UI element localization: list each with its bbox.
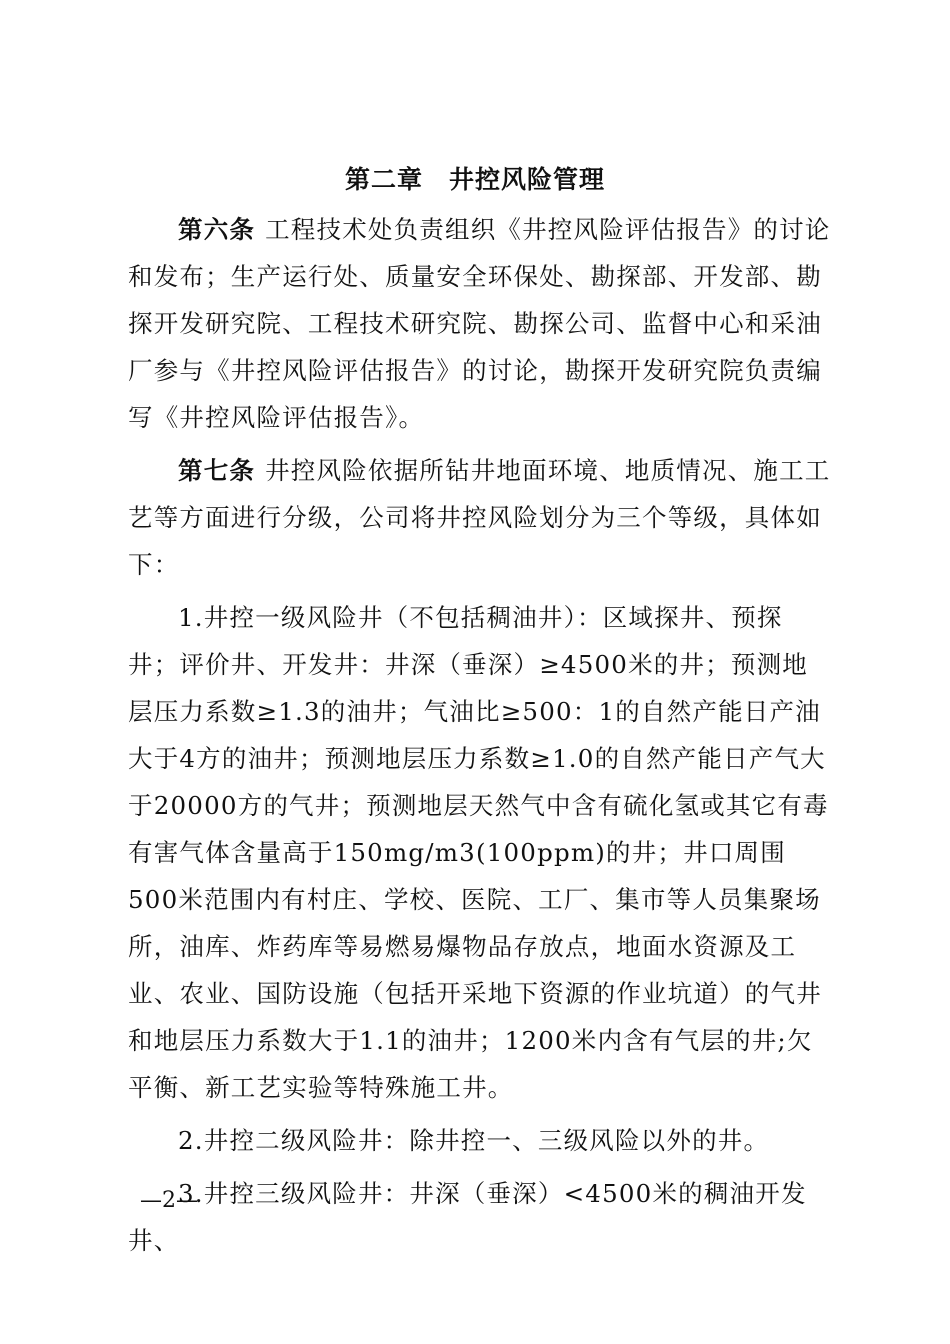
page-number: —2— — [140, 1188, 198, 1213]
article-six-text: 工程技术处负责组织《井控风险评估报告》的讨论和发布；生产运行处、质量安全环保处、勘探部、开发部、勘探开发研究院、工程技术研究院、勘探公司、监督中心和采油厂参与《井控风险评估报告》的讨论，勘探开发研究院负责编写《井控风险评估报告》。 — [128, 215, 831, 432]
item-one: 1.井控一级风险井（不包括稠油井）：区域探井、预探井；评价井、开发井：井深（垂深）≥4500米的井；预测地层压力系数≥1.3的油井；气油比≥500：1的自然产能日产油大于4方的油井；预测地层压力系数≥1.0的自然产能日产气大于20000方的气井；预测地层天然气中含有硫化氢或其它有毒有害气体含量高于150mg/m3(100ppm)的井；井口周围500米范围内有村庄、学校、医院、工厂、集市等人员集聚场所，油库、炸药库等易燃易爆物品存放点，地面水资源及工业、农业、国防设施（包括开采地下资源的作业坑道）的气井和地层压力系数大于1.1的油井；1200米内含有气层的井;欠平衡、新工艺实验等特殊施工井。 — [128, 603, 829, 1102]
item-two: 2.井控二级风险井：除井控一、三级风险以外的井。 — [178, 1126, 770, 1155]
document-body — [128, 206, 832, 1264]
chapter-heading — [0, 160, 950, 196]
chapter-number: 第二章 — [344, 165, 423, 194]
article-seven — [128, 447, 832, 588]
article-seven-text: 井控风险依据所钻井地面环境、地质情况、施工工艺等方面进行分级，公司将井控风险划分为三个等级，具体如下： — [128, 456, 831, 579]
item-three: 3.井控三级风险井：井深（垂深）<4500米的稠油开发井、 — [128, 1179, 807, 1255]
article-six-label: 第六条 — [178, 215, 256, 244]
chapter-title: 井控风险管理 — [449, 165, 606, 194]
article-six — [128, 206, 832, 441]
article-seven-label: 第七条 — [178, 456, 256, 485]
